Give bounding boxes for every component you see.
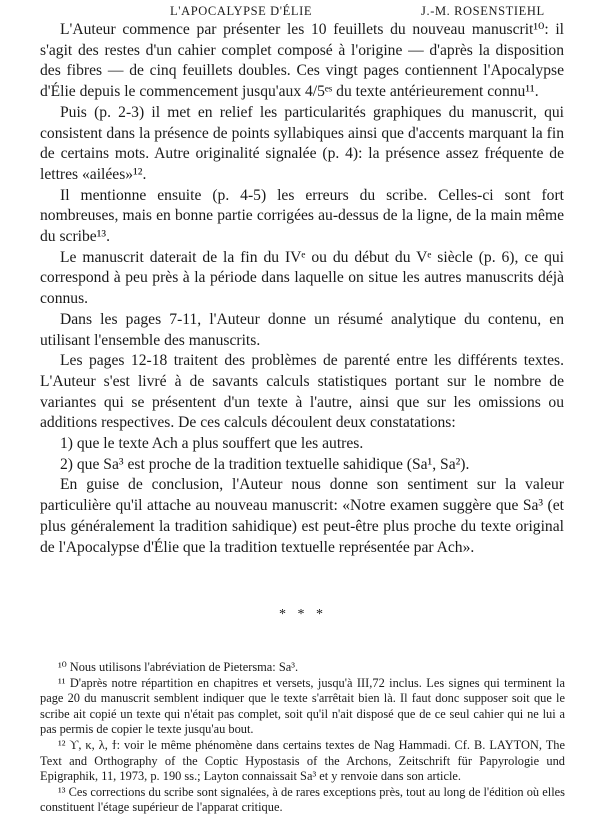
- footnote: ¹³ Ces corrections du scribe sont signalées, à de rares exceptions près, tout au long de l'édition où elles constituent l'étage supérieur de l'apparat critique.: [40, 784, 565, 815]
- footnote: ¹¹ D'après notre répartition en chapitres et versets, jusqu'à III,72 inclus. Les signes qui terminent la page 20 du manuscrit semblent indiquer que le texte s'arrêtait bien là. Il faut donc supposer soit que le scribe ait copié un texte qui n'était pas complet, soit qu'il n'ait disposé que de ce seul cahier qui ne lui a pas permis de copier le texte jusqu'au bout.: [40, 675, 565, 737]
- paragraph: Le manuscrit daterait de la fin du IVᵉ ou du début du Vᵉ siècle (p. 6), ce qui correspond à peu près à la période dans laquelle on situe les autres manuscrits déjà connus.: [40, 248, 564, 308]
- running-head-title: L'APOCALYPSE D'ÉLIE: [170, 4, 313, 18]
- running-head: [0, 4, 606, 20]
- running-head-author: J.-M. ROSENSTIEHL: [421, 4, 545, 18]
- paragraph: 1) que le texte Ach a plus souffert que les autres.: [60, 435, 364, 453]
- footnote: ¹⁰ Nous utilisons l'abréviation de Pietersma: Sa³.: [58, 660, 299, 674]
- paragraph: 2) que Sa³ est proche de la tradition textuelle sahidique (Sa¹, Sa²).: [60, 455, 470, 473]
- paragraph: L'Auteur commence par présenter les 10 feuillets du nouveau manuscrit¹⁰: il s'agit des restes d'un cahier complet composé à l'origine — d'après la disposition des fibres — de cinq feuillets doubles. Ces vingt pages contiennent l'Apocalypse d'Élie depuis le commencement jusqu'aux 4/5ᵉˢ du texte antérieurement connu¹¹.: [40, 21, 564, 101]
- main-text: [40, 20, 564, 558]
- paragraph: Il mentionne ensuite (p. 4-5) les erreurs du scribe. Celles-ci sont fort nombreuses, mais en bonne partie corrigées au-dessus de la ligne, de la main même du scribe¹³.: [40, 186, 564, 246]
- footnotes: [40, 660, 565, 816]
- paragraph: Puis (p. 2-3) il met en relief les particularités graphiques du manuscrit, qui consistent dans la présence de points syllabiques ainsi que d'accents marquant la fin de certains mots. Autre originalité signalée (p. 4): la présence assez fréquente de lettres «ailées»¹².: [40, 103, 564, 183]
- section-separator: * * *: [279, 607, 327, 622]
- paragraph: Les pages 12-18 traitent des problèmes de parenté entre les différents textes. L'Auteur s'est livré à de savants calculs statistiques portant sur le nombre de variantes qui se présentent d'un texte à l'autre, ainsi que sur les omissions ou additions respectives. De ces calculs découlent deux constatations:: [40, 352, 564, 432]
- footnote: ¹² ϒ, κ, λ, ϯ: voir le même phénomène dans certains textes de Nag Hammadi. Cf. B. LAYTON, The Text and Orthography of the Coptic Hypostasis of the Archons, Zeitschrift für Papyrologie und Epigraphik, 11, 1973, p. 190 ss.; Layton connaissait Sa³ et y renvoie dans son article.: [40, 737, 565, 784]
- paragraph: Dans les pages 7-11, l'Auteur donne un résumé analytique du contenu, en utilisant l'ensemble des manuscrits.: [40, 310, 564, 349]
- paragraph: En guise de conclusion, l'Auteur nous donne son sentiment sur la valeur particulière qu'il attache au nouveau manuscrit: «Notre examen suggère que Sa³ (et plus généralement la tradition sahidique) est peut-être plus proche du texte original de l'Apocalypse d'Élie que la tradition textuelle représentée par Ach».: [40, 476, 564, 556]
